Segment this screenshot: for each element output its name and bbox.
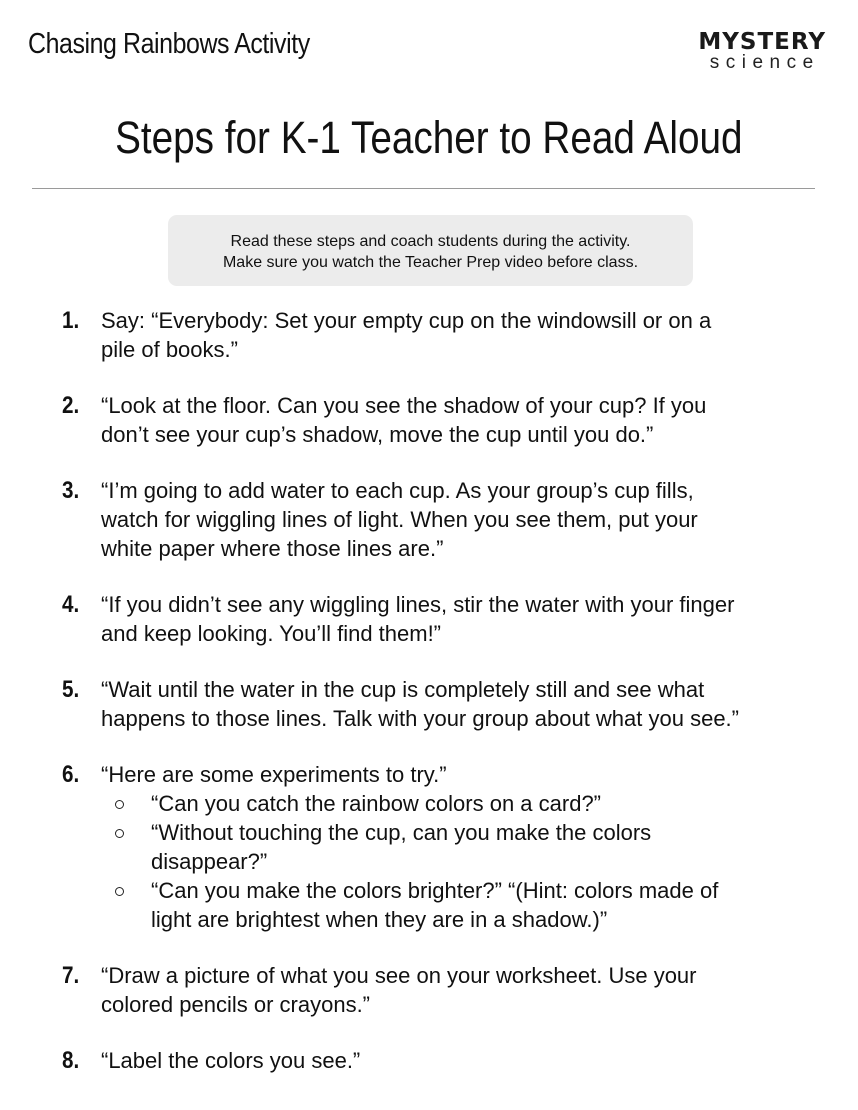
experiment-sublist (101, 789, 801, 934)
logo-wordmark-bottom: science (709, 52, 820, 73)
step-number: 7. (62, 962, 80, 989)
page-title-text: Steps for K-1 Teacher to Read Aloud (115, 112, 743, 163)
step-number: 4. (62, 591, 80, 618)
divider (32, 188, 815, 189)
step-number: 2. (62, 392, 80, 419)
step-text (101, 391, 801, 449)
step-item (0, 675, 858, 733)
step-number: 3. (62, 477, 80, 504)
step-line: watch for wiggling lines of light. When you see them, put your (101, 507, 698, 532)
step-text (101, 1046, 801, 1075)
sub-list-item (101, 876, 801, 934)
step-line: “Wait until the water in the cup is completely still and see what (101, 677, 705, 702)
steps-list (0, 306, 858, 1102)
step-line: colored pencils or crayons.” (101, 992, 371, 1017)
step-line: “Label the colors you see.” (101, 1048, 361, 1073)
step-text (101, 760, 801, 934)
hollow-bullet-icon (115, 887, 124, 896)
sub-list-item (101, 818, 801, 876)
step-number: 8. (62, 1047, 80, 1074)
step-text (101, 590, 801, 648)
step-line: white paper where those lines are.” (101, 536, 444, 561)
step-line: “Draw a picture of what you see on your worksheet. Use your (101, 963, 697, 988)
step-text (101, 476, 801, 563)
sub-line: “Can you catch the rainbow colors on a card?” (151, 791, 602, 816)
step-number: 1. (62, 307, 80, 334)
hollow-bullet-icon (115, 829, 124, 838)
step-item (0, 306, 858, 364)
step-line: Say: “Everybody: Set your empty cup on the windowsill or on a (101, 308, 712, 333)
step-item (0, 1046, 858, 1075)
step-line: “If you didn’t see any wiggling lines, stir the water with your finger (101, 592, 735, 617)
step-item (0, 961, 858, 1019)
step-line: “Look at the floor. Can you see the shadow of your cup? If you (101, 393, 707, 418)
sub-line: disappear?” (151, 849, 268, 874)
note-line-2: Make sure you watch the Teacher Prep video before class. (222, 254, 639, 271)
step-line: “I’m going to add water to each cup. As your group’s cup fills, (101, 478, 694, 503)
sub-line: light are brightest when they are in a shadow.)” (151, 907, 608, 932)
page-title (0, 112, 858, 164)
step-number: 5. (62, 676, 80, 703)
logo-wordmark-top: MYSTERY (698, 29, 826, 55)
step-number: 6. (62, 761, 80, 788)
sub-list-item (101, 789, 801, 818)
activity-title: Chasing Rainbows Activity (28, 28, 310, 60)
sub-line: “Can you make the colors brighter?” “(Hint: colors made of (151, 878, 719, 903)
step-item (0, 590, 858, 648)
step-text (101, 675, 801, 733)
note-line-1: Read these steps and coach students during the activity. (230, 233, 631, 250)
step-line: “Here are some experiments to try.” (101, 762, 447, 787)
step-text (101, 961, 801, 1019)
step-item (0, 476, 858, 563)
step-item (0, 391, 858, 449)
hollow-bullet-icon (115, 800, 124, 809)
sub-line: “Without touching the cup, can you make the colors (151, 820, 652, 845)
step-line: and keep looking. You’ll find them!” (101, 621, 442, 646)
instruction-note (168, 215, 693, 286)
step-line: don’t see your cup’s shadow, move the cup until you do.” (101, 422, 654, 447)
step-line: happens to those lines. Talk with your group about what you see.” (101, 706, 739, 731)
step-line: pile of books.” (101, 337, 238, 362)
mystery-science-logo (698, 31, 826, 71)
step-item (0, 760, 858, 934)
step-text (101, 306, 801, 364)
